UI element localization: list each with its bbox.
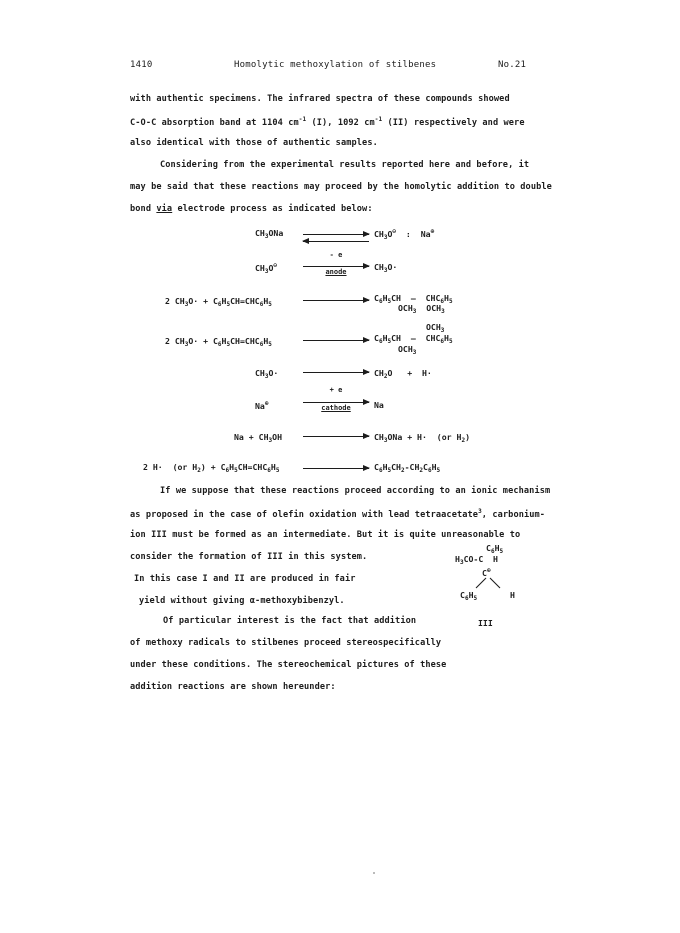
r3-product: $C_6H_5CH$ — $CHC_6H_5$ <box>374 293 453 305</box>
para1-line2: C-O-C absorption band at 1104 $cm^{-1}$ (I), 1092 $cm^{-1}$ (II) respectively and were <box>130 116 525 128</box>
para3-line3: ion III must be formed as an intermediate. But it is quite unreasonable to <box>130 530 521 540</box>
r7-arrow <box>303 436 369 437</box>
r4-product: $C_6H_5CH$ — $CHC_6H_5$ <box>374 333 453 345</box>
r4-reactants: 2 $CH_3O\cdot + C_6H_5CH=CHC_6H_5$ <box>165 336 272 348</box>
r4-arrow <box>303 340 369 341</box>
anode-arrow <box>303 266 369 267</box>
r6-reactant: Na⊕ <box>255 400 269 411</box>
r2-reactant: $CH_3O^⊖$ <box>255 262 278 275</box>
page-number: 1410 <box>130 60 153 70</box>
r1-product: $CH_3O^⊖$ : Na⊕ <box>374 228 435 241</box>
r7-products: $CH_3ONa + H\cdot (or$ $H_2$) <box>374 432 470 444</box>
para3-line5: In this case I and II are produced in fair <box>134 574 356 584</box>
para2-line1: Considering from the experimental results reported here and before, it <box>160 160 530 170</box>
r5-arrow <box>303 372 369 373</box>
r3-reactants: 2 $CH_3O\cdot + C_6H_5CH=CHC_6H_5$ <box>165 296 272 308</box>
structure-iii-c6h5-bottom: $C_6H_5$ <box>460 590 478 602</box>
structure-iii-bonds <box>468 574 508 590</box>
r6-product: Na <box>374 400 384 410</box>
para3-line8: of methoxy radicals to stilbenes proceed stereospecifically <box>130 638 442 648</box>
r5-products: $CH_2O + H\cdot$ <box>374 368 432 380</box>
r1-reactant: $CH_3ONa$ <box>255 228 284 240</box>
para2-line2: may be said that these reactions may proceed by the homolytic addition to double <box>130 182 552 192</box>
scan-speck <box>373 872 375 874</box>
forward-arrow <box>303 234 369 235</box>
structure-iii-label: III <box>478 618 493 628</box>
running-title: Homolytic methoxylation of stilbenes <box>234 60 437 70</box>
r5-reactant: $CH_3O\cdot$ <box>255 368 279 380</box>
para3-line4: consider the formation of III in this system. <box>130 552 368 562</box>
r2-label-top: - e <box>329 251 343 259</box>
para3-line2: as proposed in the case of olefin oxidation with lead tetraacetate$^3$, carbonium- <box>130 508 546 520</box>
r6-label-cathode: cathode <box>321 404 351 412</box>
r3-product-substituents: $OCH_3$ $OCH_3$ <box>398 303 445 315</box>
structure-iii-h-label: H <box>510 590 515 600</box>
para1-line1: with authentic specimens. The infrared spectra of these compounds showed <box>130 94 510 104</box>
r2-product: $CH_3O\cdot$ <box>374 262 398 274</box>
para3-line9: under these conditions. The stereochemical pictures of these <box>130 660 447 670</box>
para3-line1: If we suppose that these reactions proceed according to an ionic mechanism <box>160 486 551 496</box>
structure-iii-carbocation: C⊕ <box>482 567 491 578</box>
para3-line7: Of particular interest is the fact that addition <box>163 616 417 626</box>
para3-line10: addition reactions are shown hereunder: <box>130 682 336 692</box>
issue-number: No.21 <box>498 60 527 70</box>
r4-upper-och3: $OCH_3$ <box>426 322 445 334</box>
r6-label-top: + e <box>329 386 343 394</box>
r8-product: $C_6H_5CH_2-CH_2C_6H_5$ <box>374 462 441 474</box>
para2-line3: bond via electrode process as indicated below: <box>130 204 373 214</box>
reverse-arrow <box>303 241 369 242</box>
r4-lower-och3: $OCH_3$ <box>398 344 417 356</box>
para3-line6: yield without giving α-methoxybibenzyl. <box>139 596 345 606</box>
cathode-arrow <box>303 402 369 403</box>
r2-label-anode: anode <box>325 268 347 276</box>
structure-iii-h: H <box>493 554 498 564</box>
r7-reactants: $Na + CH_3OH$ <box>234 432 282 444</box>
structure-iii-h3co: $H_3CO-C$ <box>455 554 484 566</box>
r8-reactants: 2 H· (or $H_2) + C_6H_5CH=CHC_6H_5$ <box>143 462 280 474</box>
r8-arrow <box>303 468 369 469</box>
para1-line3: also identical with those of authentic samples. <box>130 138 378 148</box>
r3-arrow <box>303 300 369 301</box>
structure-iii-c6h5-top: $C_6H_5$ <box>486 543 504 555</box>
